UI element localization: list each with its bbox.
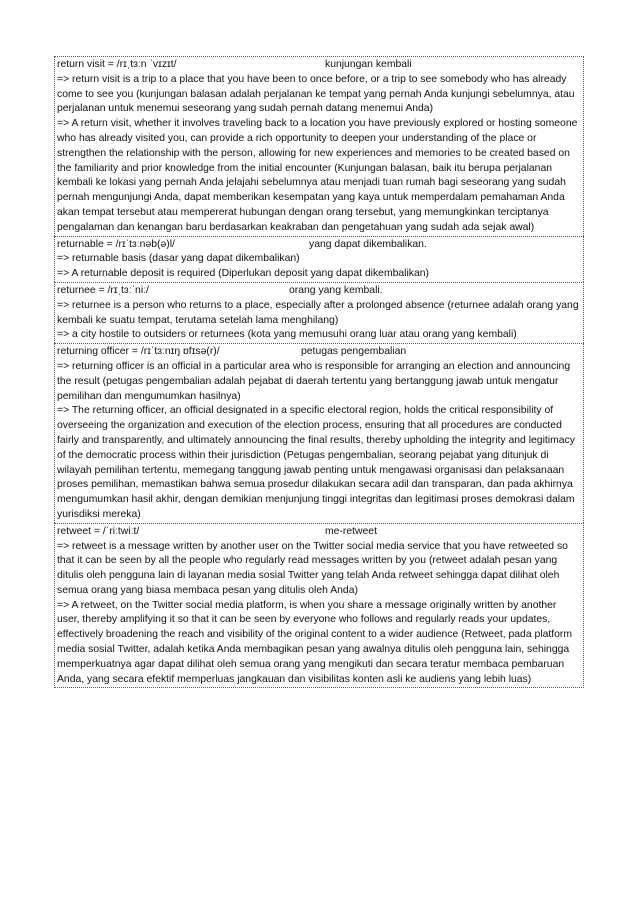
headword: returning officer = /rɪˈtɜːnɪŋ ɒfɪsə(r)/: [57, 346, 220, 358]
entry-header: [57, 58, 581, 73]
dictionary-entry-return-visit: [54, 56, 584, 236]
definition-line: => return visit is a trip to a place that you have been to once before, or a trip to see somebody who has already come to see you (kunjungan balasan adalah perjalanan ke tempat yang pernah Anda kunjungi sebelumnya, atau perjalanan untuk menemui seseorang yang sudah pernah datang menemui Anda): [57, 73, 575, 115]
dictionary-entry-returnable: [54, 236, 584, 282]
example-line: => A return visit, whether it involves traveling back to a location you have previously explored or hosting someone who has already visited you, can provide a rich opportunity to deepen your understanding of the place or strengthen the relationship with the person, allowing for new experiences and memories to be created based on the familiarity and prior knowledge from the initial encounter (Kunjungan balasan, baik itu berupa perjalanan kembali ke lokasi yang pernah Anda jelajahi sebelumnya atau menjadi tuan rumah bagi seseorang yang sudah pernah mengunjungi Anda, dapat memberikan kesempatan yang kaya untuk memperdalam pemahaman Anda akan tempat tersebut atau mempererat hubungan dengan orang tersebut, yang memungkinkan terciptanya pengalaman dan kenangan baru berdasarkan keakraban dan pengetahuan yang sudah ada sejak awal): [57, 118, 578, 233]
headword: return visit = /rɪˌtɜːn ˈvɪzɪt/: [57, 59, 177, 70]
definition-line: => retweet is a message written by another user on the Twitter social media service that you have retweeted so that it can be seen by all the people who regularly read messages written by you (retweet adalah pesan yang ditulis oleh pengguna lain di layanan media sosial Twitter yang telah Anda retweet sehingga dapat dilihat oleh semua orang yang biasa membaca pesan yang ditulis oleh Anda): [57, 540, 568, 596]
translation: orang yang kembali.: [289, 284, 383, 296]
document-page: [54, 56, 584, 688]
definition-line: => returnable basis (dasar yang dapat dikembalikan): [57, 253, 300, 265]
dictionary-entry-returning-officer: [54, 343, 584, 523]
translation: yang dapat dikembalikan.: [309, 238, 427, 250]
headword: returnable = /rɪˈtɜːnəb(ə)l/: [57, 238, 175, 250]
example-line: => A retweet, on the Twitter social media platform, is when you share a message originally written by another user, thereby amplifying it so that it can be seen by everyone who follows and regularly reads your updates, effectively broadening the reach and visibility of the original content to a wider audience (Retweet, pada platform media sosial Twitter, adalah ketika Anda membagikan pesan yang awalnya ditulis oleh pengguna lain, sehingga memperkuatnya agar dapat dilihat oleh semua orang yang mengikuti dan secara teratur membaca pembaruan Anda, yang secara efektif memperluas jangkauan dan visibilitas konten asli ke audiens yang lebih luas): [57, 599, 573, 685]
translation: kunjungan kembali: [325, 59, 412, 70]
entry-header: [57, 284, 581, 299]
entry-header: [57, 345, 581, 360]
headword: retweet = /ˈriːtwiːt/: [57, 525, 140, 537]
example-line: => The returning officer, an official designated in a specific electoral region, holds the critical responsibility of overseeing the organization and execution of the election process, ensuring that all procedures are conducted fairly and transparently, and ultimately announcing the final results, thereby upholding the integrity and legitimacy of the democratic process within their jurisdiction (Petugas pengembalian, seorang pejabat yang ditunjuk di wilayah pemilihan tertentu, memegang tanggung jawab penting untuk mengawasi organisasi dan pelaksanaan proses pemilihan, memastikan bahwa semua prosedur dilakukan secara adil dan transparan, dan pada akhirnya mengumumkan hasil akhir, dengan demikian menjunjung tinggi integritas dan legitimasi proses demokrasi dalam yurisdiksi mereka): [57, 405, 575, 520]
definition-line: => returning officer is an official in a particular area who is responsible for arranging an election and announcing the result (petugas pengembalian adalah pejabat di daerah tertentu yang bertanggung jawab untuk mengatur pemilihan dan mengumumkan hasilnya): [57, 360, 571, 402]
dictionary-entry-returnee: [54, 282, 584, 343]
translation: me-retweet: [325, 525, 377, 537]
translation: petugas pengembalian: [301, 346, 407, 358]
example-line: => A returnable deposit is required (Diperlukan deposit yang dapat dikembalikan): [57, 268, 429, 280]
entry-header: [57, 525, 581, 540]
headword: returnee = /rɪˌtɜːˈniː/: [57, 284, 149, 296]
example-line: => a city hostile to outsiders or returnees (kota yang memusuhi orang luar atau orang yang kembali): [57, 329, 517, 341]
entry-header: [57, 238, 581, 253]
dictionary-entry-retweet: [54, 523, 584, 689]
definition-line: => returnee is a person who returns to a place, especially after a prolonged absence (returnee adalah orang yang kembali ke suatu tempat, terutama setelah lama menghilang): [57, 299, 579, 326]
